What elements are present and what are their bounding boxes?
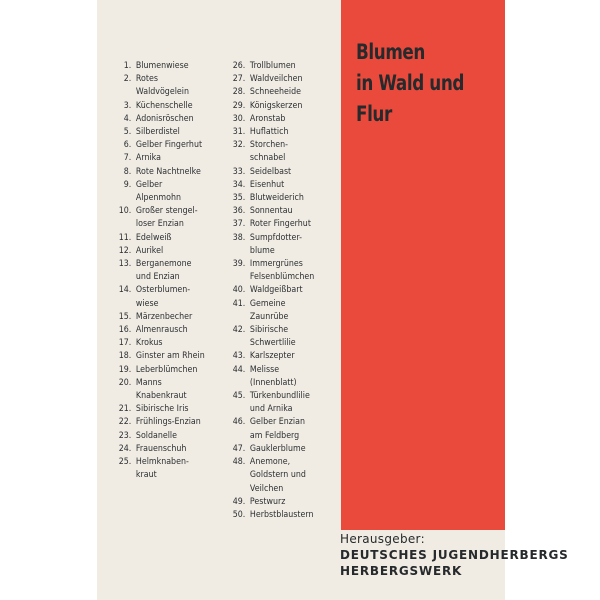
item-name: Blumenwiese (135, 61, 189, 71)
item-number: 21. (118, 404, 132, 415)
list-item (112, 100, 228, 113)
item-number: 37. (232, 219, 246, 230)
item-name: Waldveilchen (249, 74, 303, 85)
item-number: 22. (118, 417, 132, 428)
list-item (112, 232, 228, 245)
item-name: Waldgeißbart (249, 285, 303, 296)
item-name: Aurikel (135, 245, 164, 256)
item-name: Rotes Waldvögelein (135, 74, 189, 98)
list-item (112, 284, 228, 310)
list-item (226, 324, 342, 350)
publisher-label: Herausgeber: (340, 532, 425, 546)
list-item (226, 73, 342, 86)
item-number: 41. (232, 298, 246, 309)
item-number: 11. (118, 232, 132, 243)
item-number: 43. (232, 351, 246, 362)
item-name: Küchenschelle (135, 100, 193, 111)
item-number: 5. (123, 127, 132, 138)
item-number: 30. (232, 113, 246, 124)
item-name: Edelweiß (135, 232, 172, 243)
publisher-name (340, 547, 569, 579)
item-name: Sonnentau (249, 206, 293, 217)
item-name: Osterblumen- wiese (135, 285, 191, 309)
list-item (112, 60, 228, 73)
item-number: 46. (232, 417, 246, 428)
item-name: Storchen- schnabel (249, 140, 289, 164)
title-line: Blumen (356, 40, 425, 64)
item-name: Huflattich (249, 127, 289, 138)
item-number: 10. (118, 206, 132, 217)
item-name: Königskerzen (249, 100, 303, 111)
publisher-name-line: HERBERGSWERK (340, 564, 463, 578)
publisher-block (340, 532, 569, 579)
list-item (226, 496, 342, 509)
list-item (112, 73, 228, 99)
item-number: 16. (118, 325, 132, 336)
item-name: Gelber Alpenmohn (135, 179, 181, 204)
item-number: 3. (123, 100, 132, 111)
item-number: 15. (118, 311, 132, 322)
list-item (226, 284, 342, 297)
item-name: Pestwurz (249, 496, 286, 507)
item-number: 26. (232, 61, 246, 71)
list-item (112, 456, 228, 482)
item-name: Gauklerblume (249, 443, 306, 454)
item-name: Großer stengel- loser Enzian (135, 206, 198, 230)
list-item (226, 298, 342, 324)
list-item (226, 258, 342, 284)
book-title (356, 37, 476, 130)
item-number: 7. (123, 153, 132, 164)
list-item (112, 166, 228, 179)
item-number: 6. (123, 140, 132, 151)
item-number: 33. (232, 166, 246, 177)
list-item (226, 139, 342, 165)
item-name: Almenrausch (135, 325, 188, 336)
item-number: 44. (232, 364, 246, 375)
item-name: Gelber Enzian am Feldberg (249, 417, 305, 441)
item-name: Aronstab (249, 113, 286, 124)
item-name: Sibirische Schwertlilie (249, 325, 296, 349)
list-item (112, 311, 228, 324)
list-item (226, 166, 342, 179)
item-number: 49. (232, 496, 246, 507)
item-number: 24. (118, 443, 132, 454)
item-name: Soldanelle (135, 430, 177, 441)
list-item (226, 126, 342, 139)
item-number: 2. (123, 74, 132, 85)
item-name: Eisenhut (249, 179, 285, 190)
title-line: in Wald und (356, 71, 465, 95)
list-item (226, 443, 342, 456)
item-name: Sibirische Iris (135, 404, 189, 415)
list-item (226, 364, 342, 390)
item-number: 29. (232, 100, 246, 111)
list-item (226, 179, 342, 192)
list-item (226, 86, 342, 99)
item-number: 36. (232, 206, 246, 217)
list-item (112, 430, 228, 443)
item-number: 17. (118, 338, 132, 349)
item-number: 27. (232, 74, 246, 85)
item-number: 23. (118, 430, 132, 441)
item-name: Krokus (135, 338, 163, 349)
item-name: Anemone, Goldstern und Veilchen (249, 457, 306, 494)
list-item (112, 443, 228, 456)
list-item (226, 232, 342, 258)
item-name: Manns Knabenkraut (135, 377, 187, 402)
list-item (226, 416, 342, 442)
list-item (226, 113, 342, 126)
list-item (226, 205, 342, 218)
item-number: 42. (232, 325, 246, 336)
list-item (112, 139, 228, 152)
item-number: 4. (123, 113, 132, 124)
list-item (112, 179, 228, 205)
item-name: Karlszepter (249, 351, 295, 362)
item-number: 35. (232, 193, 246, 204)
item-name: Gelber Fingerhut (135, 140, 203, 151)
list-item (226, 192, 342, 205)
item-number: 31. (232, 127, 246, 138)
item-number: 38. (232, 232, 246, 243)
plate-list-column-1 (112, 60, 228, 483)
item-number: 12. (118, 245, 132, 256)
list-item (112, 126, 228, 139)
list-item (112, 337, 228, 350)
item-number: 32. (232, 140, 246, 151)
publisher-name-line: DEUTSCHES JUGENDHERBERGS (340, 548, 569, 562)
item-name: Trollblumen (249, 61, 296, 71)
list-item (226, 456, 342, 496)
item-name: Märzenbecher (135, 311, 193, 322)
list-item (226, 390, 342, 416)
item-number: 18. (118, 351, 132, 362)
list-item (112, 416, 228, 429)
item-number: 45. (232, 391, 246, 402)
list-item (226, 218, 342, 231)
item-name: Rote Nachtnelke (135, 166, 201, 177)
item-name: Helmknaben- kraut (135, 457, 189, 481)
item-name: Türkenbundlilie und Arnika (249, 391, 310, 415)
item-number: 40. (232, 285, 246, 296)
item-number: 14. (118, 285, 132, 296)
item-name: Immergrünes Felsenblümchen (249, 259, 315, 283)
item-name: Leberblümchen (135, 364, 198, 375)
item-number: 9. (123, 179, 132, 190)
item-name: Frauenschuh (135, 443, 187, 454)
list-item (226, 509, 342, 522)
list-item (112, 403, 228, 416)
item-name: Schneeheide (249, 87, 301, 98)
list-item (112, 152, 228, 165)
item-number: 39. (232, 259, 246, 270)
item-number: 25. (118, 457, 132, 468)
list-item (112, 245, 228, 258)
item-number: 13. (118, 259, 132, 270)
item-name: Silberdistel (135, 127, 180, 138)
item-name: Sumpfdotter- blume (249, 232, 302, 256)
item-number: 20. (118, 377, 132, 388)
item-name: Arnika (135, 153, 161, 164)
item-number: 47. (232, 443, 246, 454)
title-line: Flur (356, 102, 392, 126)
item-name: Blutweiderich (249, 193, 304, 204)
item-number: 28. (232, 87, 246, 98)
item-name: Berganemone und Enzian (135, 259, 192, 283)
item-number: 48. (232, 457, 246, 468)
list-item (112, 113, 228, 126)
item-name: Seidelbast (249, 166, 292, 177)
list-item (112, 364, 228, 377)
item-name: Adonisröschen (135, 113, 194, 124)
item-number: 50. (232, 509, 246, 520)
item-name: Ginster am Rhein (135, 351, 205, 362)
list-item (226, 60, 342, 73)
plate-list-column-2 (226, 60, 342, 522)
list-item (112, 377, 228, 403)
list-item (226, 100, 342, 113)
item-name: Frühlings-Enzian (135, 417, 201, 428)
item-name: Gemeine Zaunrübe (249, 298, 289, 322)
item-name: Herbstblaustern (249, 509, 314, 520)
item-name: Roter Fingerhut (249, 219, 311, 230)
list-item (226, 350, 342, 363)
item-number: 19. (118, 364, 132, 375)
list-item (112, 205, 228, 231)
list-item (112, 350, 228, 363)
item-number: 34. (232, 179, 246, 190)
list-item (112, 324, 228, 337)
item-number: 1. (123, 61, 132, 71)
item-name: Melisse (Innenblatt) (249, 364, 297, 388)
item-number: 8. (123, 166, 132, 177)
list-item (112, 258, 228, 284)
